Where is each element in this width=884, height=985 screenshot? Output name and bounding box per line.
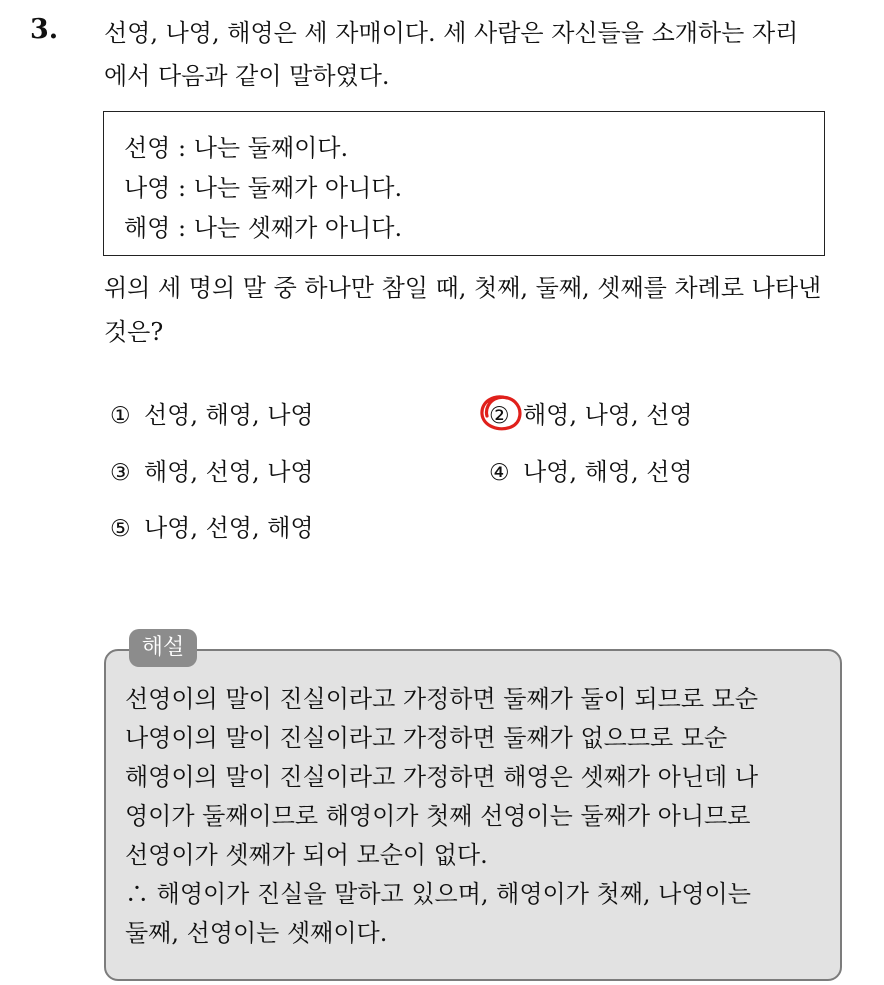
choice-text: 해영, 선영, 나영 [144, 458, 314, 486]
choice-number: ⑤ [110, 516, 131, 542]
question-number: 3. [30, 14, 59, 45]
explanation-label: 해설 [129, 629, 197, 667]
statement-haeyoung: 해영 : 나는 셋째가 아니다. [124, 214, 403, 242]
choice-4[interactable] [489, 455, 693, 490]
prompt-line: 것은? [104, 318, 164, 346]
statement-seonyoung: 선영 : 나는 둘째이다. [124, 134, 349, 162]
choice-text: 나영, 해영, 선영 [523, 458, 693, 486]
explanation-line: 선영이의 말이 진실이라고 가정하면 둘째가 둘이 되므로 모순 [125, 685, 759, 713]
choice-text: 나영, 선영, 해영 [144, 514, 314, 542]
stem-line: 에서 다음과 같이 말하였다. [104, 62, 390, 90]
explanation-line: 둘째, 선영이는 셋째이다. [125, 919, 388, 947]
choice-5[interactable] [110, 511, 314, 546]
explanation-line: 영이가 둘째이므로 해영이가 첫째 선영이는 둘째가 아니므로 [125, 802, 751, 830]
choice-text: 선영, 해영, 나영 [144, 401, 314, 429]
statement-nayoung: 나영 : 나는 둘째가 아니다. [124, 174, 403, 202]
question-prompt [104, 266, 864, 354]
choice-number: ③ [110, 460, 131, 486]
choice-1[interactable] [110, 398, 314, 433]
prompt-line: 위의 세 명의 말 중 하나만 참일 때, 첫째, 둘째, 셋째를 차례로 나타낸 [104, 274, 822, 302]
question-stem [104, 12, 864, 98]
choice-2[interactable] [489, 398, 693, 433]
explanation-text [125, 680, 837, 953]
explanation-line: 선영이가 셋째가 되어 모순이 없다. [125, 841, 488, 869]
explanation-line: ∴ 해영이가 진실을 말하고 있으며, 해영이가 첫째, 나영이는 [125, 880, 751, 908]
explanation-line: 나영이의 말이 진실이라고 가정하면 둘째가 없으므로 모순 [125, 724, 728, 752]
choice-number: ④ [489, 460, 510, 486]
choice-number: ① [110, 403, 131, 429]
choice-3[interactable] [110, 455, 314, 490]
choice-number: ② [489, 403, 510, 429]
explanation-line: 해영이의 말이 진실이라고 가정하면 해영은 셋째가 아닌데 나 [125, 763, 759, 791]
choice-text: 해영, 나영, 선영 [523, 401, 693, 429]
statements-box [103, 111, 825, 256]
stem-line: 선영, 나영, 해영은 세 자매이다. 세 사람은 자신들을 소개하는 자리 [104, 19, 799, 47]
